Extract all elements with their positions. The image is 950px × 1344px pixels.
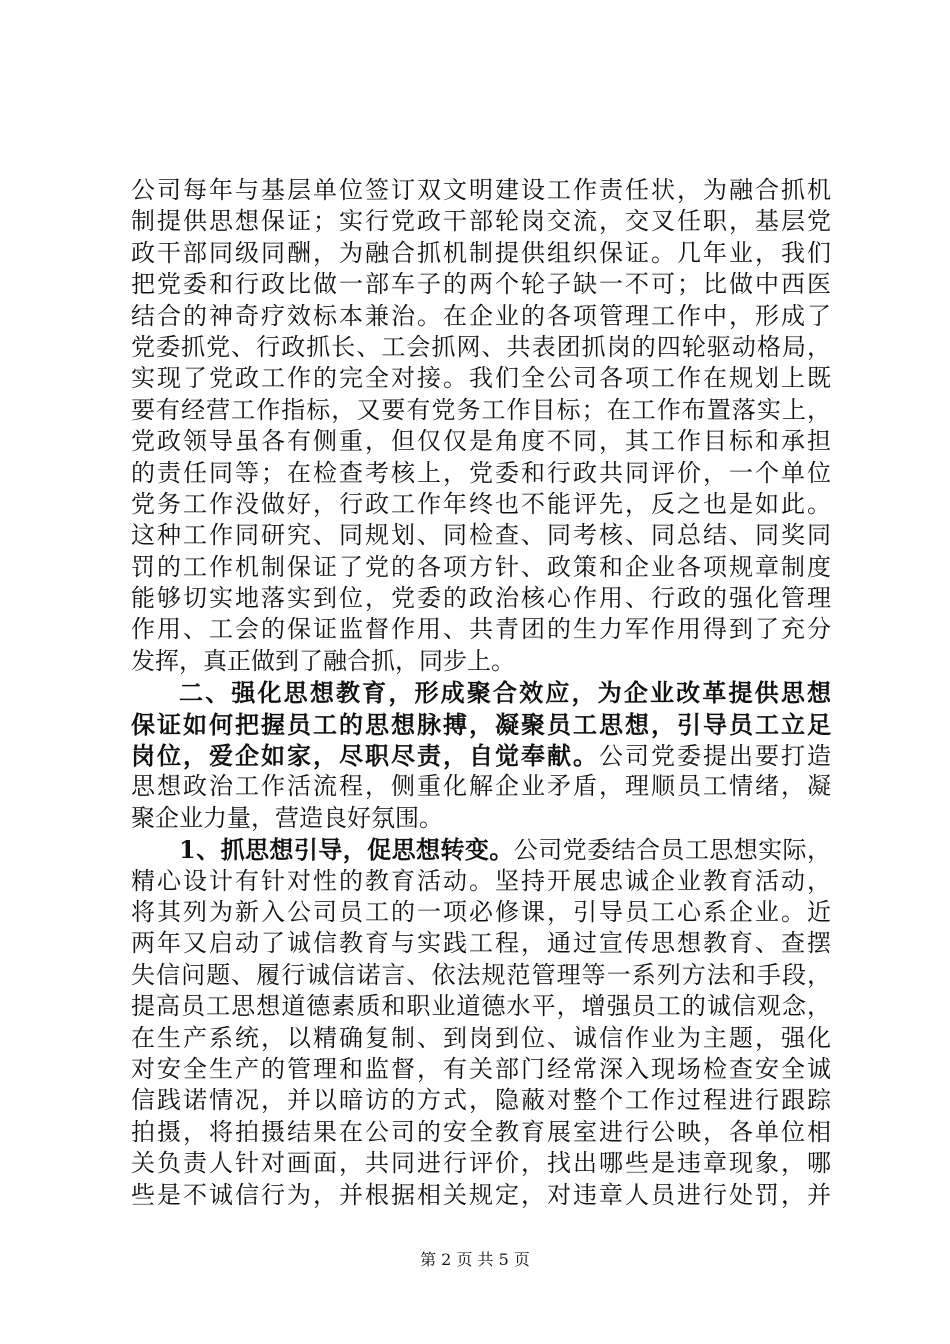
text-line: 作用、工会的保证监督作用、共青团的生力军作用得到了充分 <box>131 615 831 644</box>
text-line: 将其列为新入公司员工的一项必修课，引导员工心系企业。近 <box>131 897 831 926</box>
text-line: 聚企业力量，营造良好氛围。 <box>131 803 443 832</box>
text-line: 失信问题、履行诚信诺言、依法规范管理等一系列方法和手段， <box>131 960 831 989</box>
text-line: 实现了党政工作的完全对接。我们全公司各项工作在规划上既 <box>131 364 831 393</box>
text-line: 能够切实地落实到位，党委的政治核心作用、行政的强化管理 <box>131 584 831 613</box>
section-heading-line: 保证如何把握员工的思想脉搏，凝聚员工思想，引导员工立足 <box>131 709 831 739</box>
text-line: 党政领导虽各有侧重，但仅仅是角度不同，其工作目标和承担 <box>131 427 831 456</box>
text-line: 提高员工思想道德素质和职业道德水平，增强员工的诚信观念， <box>131 992 831 1021</box>
text-line: 要有经营工作指标，又要有党务工作目标；在工作布置落实上， <box>131 395 831 424</box>
page-number: 第 2 页 共 5 页 <box>420 1250 530 1269</box>
text-line: 信践诺情况，并以暗访的方式，隐蔽对整个工作过程进行跟踪 <box>131 1086 831 1115</box>
text-line: 公司每年与基层单位签订双文明建设工作责任状，为融合抓机 <box>131 176 831 204</box>
page-footer <box>0 1250 950 1270</box>
text-line: 的责任同等；在检查考核上，党委和行政共同评价，一个单位 <box>131 458 831 487</box>
subsection-line: 1、抓思想引导，促思想转变。公司党委结合员工思想实际， <box>179 835 831 865</box>
text-line: 把党委和行政比做一部车子的两个轮子缺一不可；比做中西医 <box>131 270 831 299</box>
text-line: 两年又启动了诚信教育与实践工程，通过宣传思想教育、查摆 <box>131 929 831 958</box>
text-line: 关负责人针对画面，共同进行评价，找出哪些是违章现象，哪 <box>131 1149 831 1178</box>
text-line: 制提供思想保证；实行党政干部轮岗交流，交叉任职，基层党 <box>131 207 831 236</box>
text-line: 岗位，爱企如家，尽职尽责，自觉奉献。公司党委提出要打造 <box>131 741 831 771</box>
text-line: 党务工作没做好，行政工作年终也不能评先，反之也是如此。 <box>131 489 831 518</box>
text-line: 罚的工作机制保证了党的各项方针、政策和企业各项规章制度 <box>131 552 831 581</box>
subsection-heading-text: 1、抓思想引导，促思想转变。 <box>179 835 514 865</box>
text-line: 精心设计有针对性的教育活动。坚持开展忠诚企业教育活动， <box>131 866 831 895</box>
text-line: 在生产系统，以精确复制、到岗到位、诚信作业为主题，强化 <box>131 1023 831 1052</box>
text-line: 些是不诚信行为，并根据相关规定，对违章人员进行处罚，并 <box>131 1180 831 1209</box>
body-text <box>131 175 831 1211</box>
text-line: 结合的神奇疗效标本兼治。在企业的各项管理工作中，形成了 <box>131 301 831 330</box>
section-heading-line: 二、强化思想教育，形成聚合效应，为企业改革提供思想 <box>179 678 831 708</box>
section-heading-text: 岗位，爱企如家，尽职尽责，自觉奉献。 <box>131 741 599 771</box>
text-line: 思想政治工作活流程，侧重化解企业矛盾，理顺员工情绪，凝 <box>131 772 831 801</box>
text-line: 政干部同级同酬，为融合抓机制提供组织保证。几年业，我们 <box>131 238 831 267</box>
text-line: 对安全生产的管理和监督，有关部门经常深入现场检查安全诚 <box>131 1054 831 1083</box>
text-line: 党委抓党、行政抓长、工会抓网、共表团抓岗的四轮驱动格局， <box>131 332 831 361</box>
text-line: 发挥，真正做到了融合抓，同步上。 <box>131 646 515 675</box>
text-line: 这种工作同研究、同规划、同检查、同考核、同总结、同奖同 <box>131 521 831 550</box>
text-line: 拍摄，将拍摄结果在公司的安全教育展室进行公映，各单位相 <box>131 1117 831 1146</box>
